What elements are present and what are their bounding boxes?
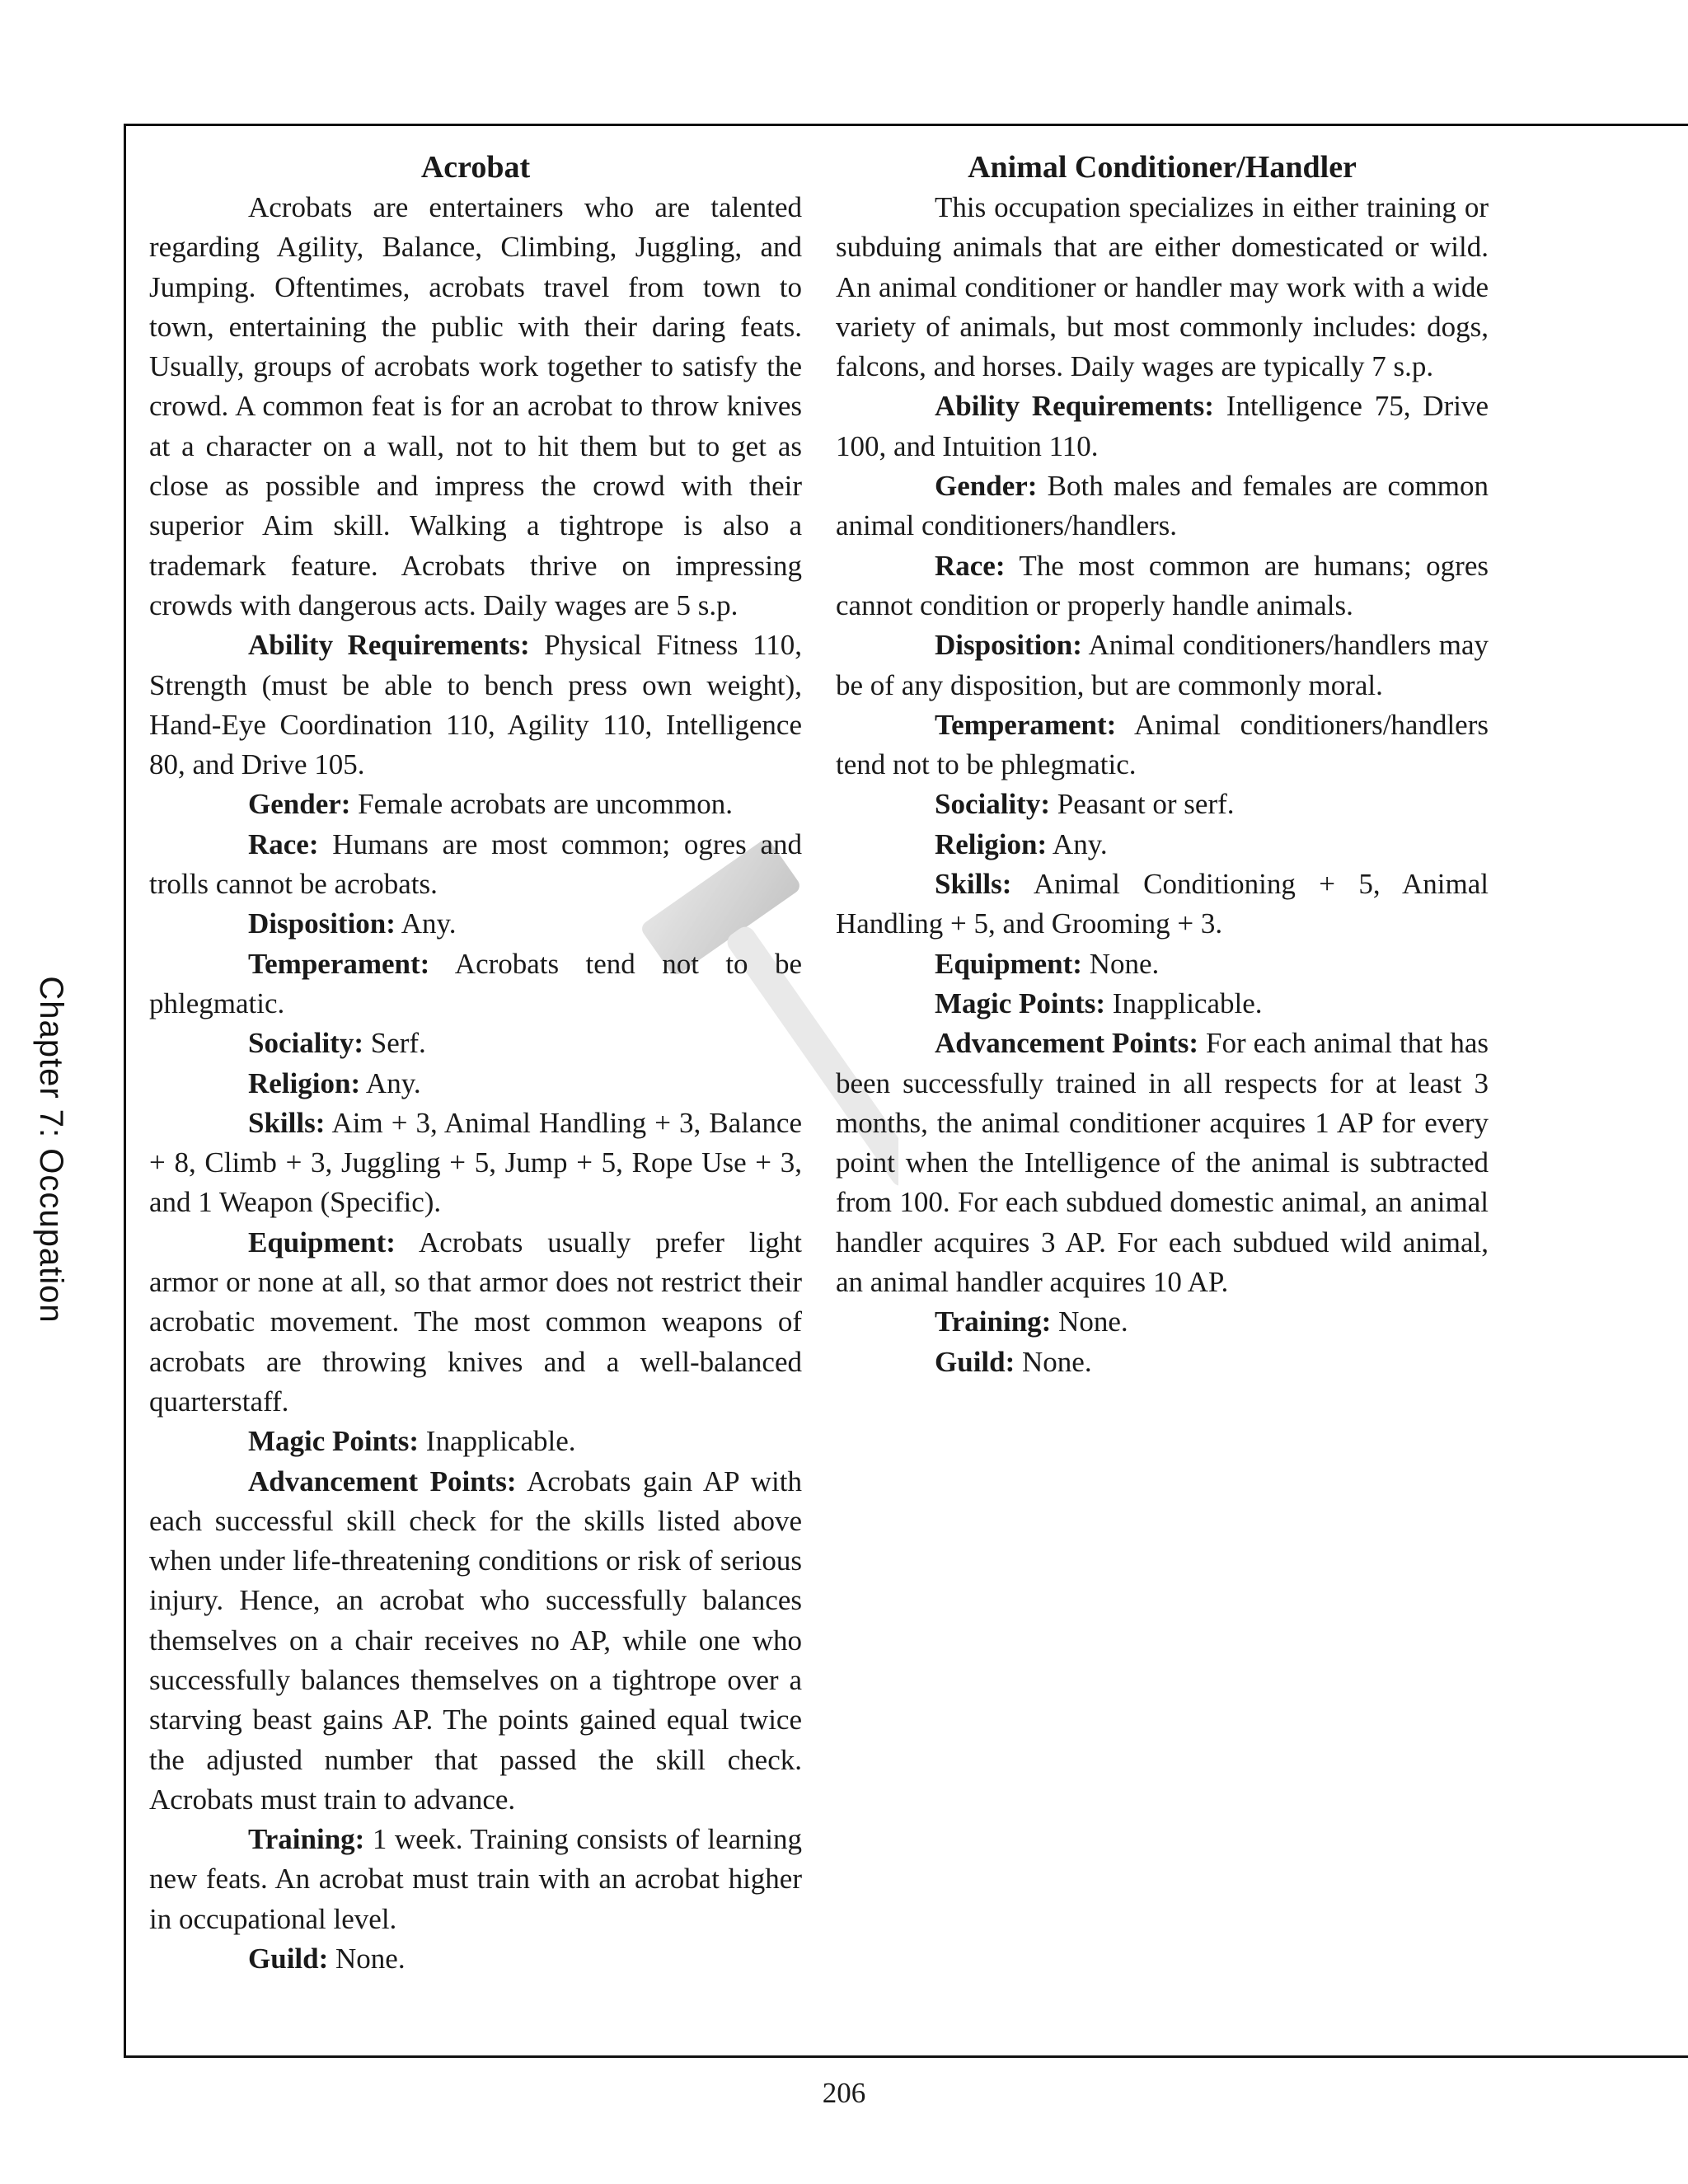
acrobat-religion: Religion: Any. bbox=[248, 1066, 421, 1099]
disposition-label: Disposition: bbox=[248, 907, 396, 940]
equipment-label: Equipment: bbox=[935, 947, 1082, 980]
gender-label: Gender: bbox=[935, 470, 1038, 503]
animal-handler-magic: Magic Points: Inapplicable. bbox=[935, 987, 1263, 1019]
guild-label: Guild: bbox=[935, 1345, 1015, 1378]
acrobat-skills: Skills: Aim + 3, Animal Handling + 3, Balance + 8, Climb + 3, Juggling + 5, Jump + 5, Rope Use + 3, and 1 Weapon (Specific). bbox=[149, 1106, 802, 1219]
sociality-label: Sociality: bbox=[935, 788, 1050, 821]
acrobat-temperament: Temperament: Acrobats tend not to be phlegmatic. bbox=[149, 947, 802, 1019]
acrobat-disposition: Disposition: Any. bbox=[248, 907, 457, 940]
race-label: Race: bbox=[248, 827, 319, 860]
acrobat-gender: Gender: Female acrobats are uncommon. bbox=[248, 788, 734, 821]
gender-label: Gender: bbox=[248, 788, 351, 821]
acrobat-equipment: Equipment: Acrobats usually prefer light armor or none at all, so that armor does not restrict their acrobatic movement. The most common weapons of acrobats are throwing knives and a well-balanced quarterstaff. bbox=[149, 1226, 802, 1418]
page-number: 206 bbox=[822, 2077, 866, 2109]
animal-handler-guild: Guild: None. bbox=[935, 1345, 1092, 1378]
advancement-label: Advancement Points: bbox=[935, 1027, 1199, 1060]
religion-label: Religion: bbox=[248, 1066, 361, 1099]
animal-handler-disposition: Disposition: Animal conditioners/handlers may be of any disposition, but are commonly moral. bbox=[836, 629, 1489, 701]
animal-handler-skills: Skills: Animal Conditioning + 5, Animal Handling + 5, and Grooming + 3. bbox=[836, 868, 1489, 940]
acrobat-guild: Guild: None. bbox=[248, 1943, 406, 1975]
temperament-label: Temperament: bbox=[248, 947, 430, 980]
acrobat-race: Race: Humans are most common; ogres and trolls cannot be acrobats. bbox=[149, 827, 802, 901]
ability-label: Ability Requirements: bbox=[248, 629, 530, 662]
animal-handler-training: Training: None. bbox=[935, 1305, 1128, 1338]
animal-handler-equipment: Equipment: None. bbox=[935, 947, 1160, 980]
animal-handler-gender: Gender: Both males and females are common animal conditioners/handlers. bbox=[836, 470, 1489, 542]
acrobat-sociality: Sociality: Serf. bbox=[248, 1027, 426, 1060]
animal-handler-ability: Ability Requirements: Intelligence 75, Drive 100, and Intuition 110. bbox=[836, 390, 1489, 462]
training-label: Training: bbox=[935, 1305, 1052, 1338]
acrobat-training: Training: 1 week. Training consists of learning new feats. An acrobat must train with an acrobat higher in occupational level. bbox=[149, 1823, 802, 1935]
acrobat-title: Acrobat bbox=[420, 150, 531, 185]
training-label: Training: bbox=[248, 1823, 365, 1856]
animal-handler-sociality: Sociality: Peasant or serf. bbox=[935, 788, 1235, 821]
advancement-label: Advancement Points: bbox=[248, 1465, 517, 1497]
animal-handler-column bbox=[836, 147, 1489, 1382]
skills-label: Skills: bbox=[248, 1106, 326, 1139]
equipment-label: Equipment: bbox=[248, 1226, 396, 1258]
disposition-label: Disposition: bbox=[935, 629, 1082, 662]
acrobat-advancement: Advancement Points: Acrobats gain AP with each successful skill check for the skills listed above when under life-threatening conditions or risk of serious injury. Hence, an acrobat who successfully balances themselves on a chair receives no AP, while one who successfully balances themselves on a tightrope over a starving beast gains AP. The points gained equal twice the adjusted number that passed the skill check. Acrobats must train to advance. bbox=[149, 1465, 802, 1816]
animal-handler-race: Race: The most common are humans; ogres cannot condition or properly handle animals. bbox=[836, 549, 1489, 621]
animal-handler-religion: Religion: Any. bbox=[935, 827, 1108, 860]
animal-handler-temperament: Temperament: Animal conditioners/handlers tend not to be phlegmatic. bbox=[836, 708, 1489, 781]
magic-label: Magic Points: bbox=[248, 1425, 420, 1458]
magic-label: Magic Points: bbox=[935, 987, 1106, 1019]
animal-handler-advancement: Advancement Points: For each animal that has been successfully trained in all respects for at least 3 months, the animal conditioner acquires 1 AP for every point when the Intelligence of the animal is subtracted from 100. For each subdued domestic animal, an animal handler acquires 3 AP. For each subdued wild animal, an animal handler acquires 10 AP. bbox=[836, 1027, 1489, 1299]
animal-handler-intro: This occupation specializes in either training or subduing animals that are either domesticated or wild. An animal conditioner or handler may work with a wide variety of animals, but most commonly includes: dogs, falcons, and horses. Daily wages are typically 7 s.p. bbox=[836, 191, 1489, 383]
guild-label: Guild: bbox=[248, 1943, 329, 1975]
acrobat-column bbox=[149, 147, 802, 1979]
acrobat-intro: Acrobats are entertainers who are talented regarding Agility, Balance, Climbing, Juggling, and Jumping. Oftentimes, acrobats travel from town to town, entertaining the public with their daring feats. Usually, groups of acrobats work together to satisfy the crowd. A common feat is for an acrobat to throw knives at a character on a wall, not to hit them but to get as close as possible and impress the crowd with their superior Aim skill. Walking a tightrope is also a trademark feature. Acrobats thrive on impressing crowds with dangerous acts. Daily wages are 5 s.p. bbox=[149, 191, 802, 621]
religion-label: Religion: bbox=[935, 827, 1048, 860]
race-label: Race: bbox=[935, 549, 1006, 582]
ability-label: Ability Requirements: bbox=[935, 390, 1214, 423]
acrobat-magic: Magic Points: Inapplicable. bbox=[248, 1425, 576, 1458]
skills-label: Skills: bbox=[935, 868, 1012, 901]
animal-handler-title: Animal Conditioner/Handler bbox=[968, 150, 1357, 185]
acrobat-ability: Ability Requirements: Physical Fitness 110, Strength (must be able to bench press own weight), Hand-Eye Coordination 110, Agility 110, Intelligence 80, and Drive 105. bbox=[149, 629, 802, 781]
chapter-tab: Chapter 7: Occupation bbox=[33, 976, 69, 1324]
sociality-label: Sociality: bbox=[248, 1027, 363, 1060]
temperament-label: Temperament: bbox=[935, 708, 1117, 741]
